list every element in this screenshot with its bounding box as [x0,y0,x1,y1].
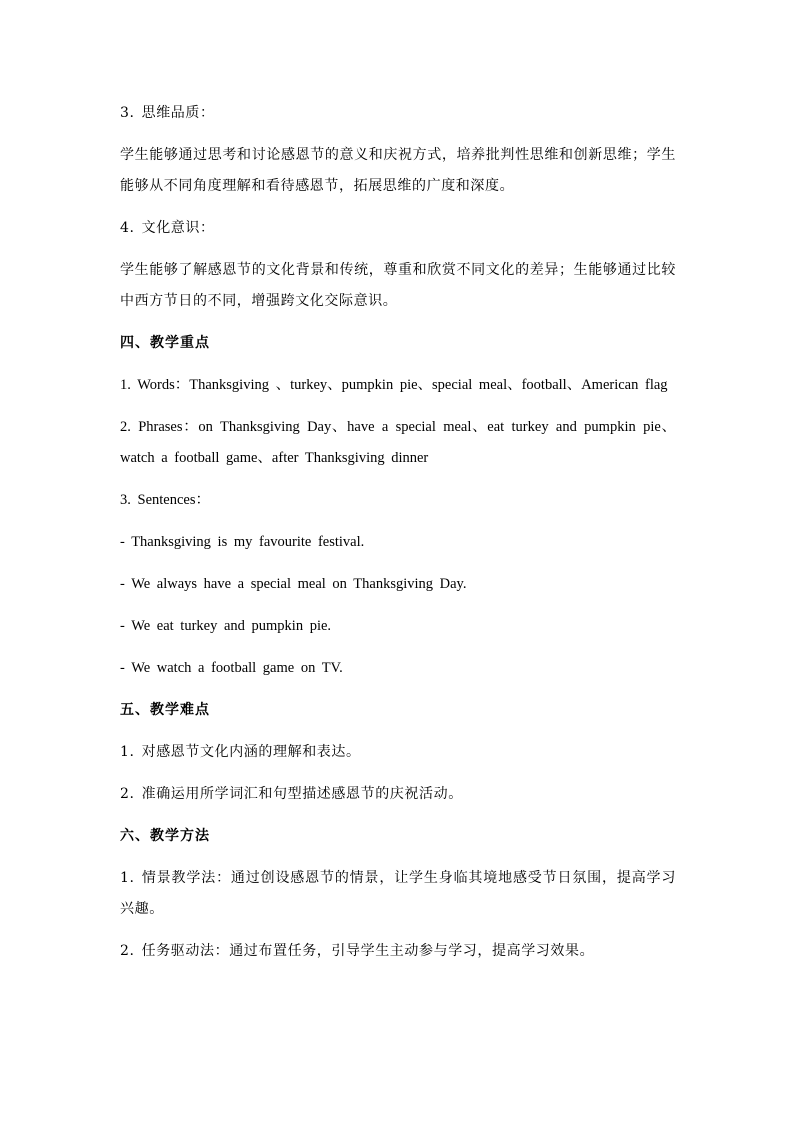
sentence-item-4: - We watch a football game on TV. [120,660,343,676]
section-title-thinking-quality: 3. 思维品质： [120,105,215,121]
section-title-cultural-awareness: 4. 文化意识： [120,220,215,236]
list-item-sentences: 3. Sentences： [120,492,210,508]
difficulty-item-1: 1. 对感恩节文化内涵的理解和表达。 [120,744,361,760]
paragraph-thinking-quality: 学生能够通过思考和讨论感恩节的意义和庆祝方式，培养批判性思维和创新思维；学生能够从不同角度理解和看待感恩节，拓展思维的广度和深度。 [120,147,676,194]
sentence-item-2: - We always have a special meal on Thanksgiving Day. [120,576,467,592]
heading-teaching-methods: 六、教学方法 [120,828,210,844]
list-item-words: 1. Words：Thanksgiving 、turkey、pumpkin pie、special meal、football、American flag [120,377,668,393]
paragraph-cultural-awareness: 学生能够了解感恩节的文化背景和传统，尊重和欣赏不同文化的差异；生能够通过比较中西方节日的不同，增强跨文化交际意识。 [120,262,676,309]
document-body [120,98,676,978]
sentence-item-1: - Thanksgiving is my favourite festival. [120,534,365,550]
list-item-phrases: 2. Phrases：on Thanksgiving Day、have a special meal、eat turkey and pumpkin pie、watch a football game、after Thanksgiving dinner [120,419,676,466]
method-item-1: 1. 情景教学法：通过创设感恩节的情景，让学生身临其境地感受节日氛围，提高学习兴趣。 [120,870,676,917]
heading-teaching-difficulties: 五、教学难点 [120,702,210,718]
sentence-item-3: - We eat turkey and pumpkin pie. [120,618,332,634]
method-item-2: 2. 任务驱动法：通过布置任务，引导学生主动参与学习，提高学习效果。 [120,943,595,959]
heading-teaching-focus: 四、教学重点 [120,335,210,351]
difficulty-item-2: 2. 准确运用所学词汇和句型描述感恩节的庆祝活动。 [120,786,463,802]
